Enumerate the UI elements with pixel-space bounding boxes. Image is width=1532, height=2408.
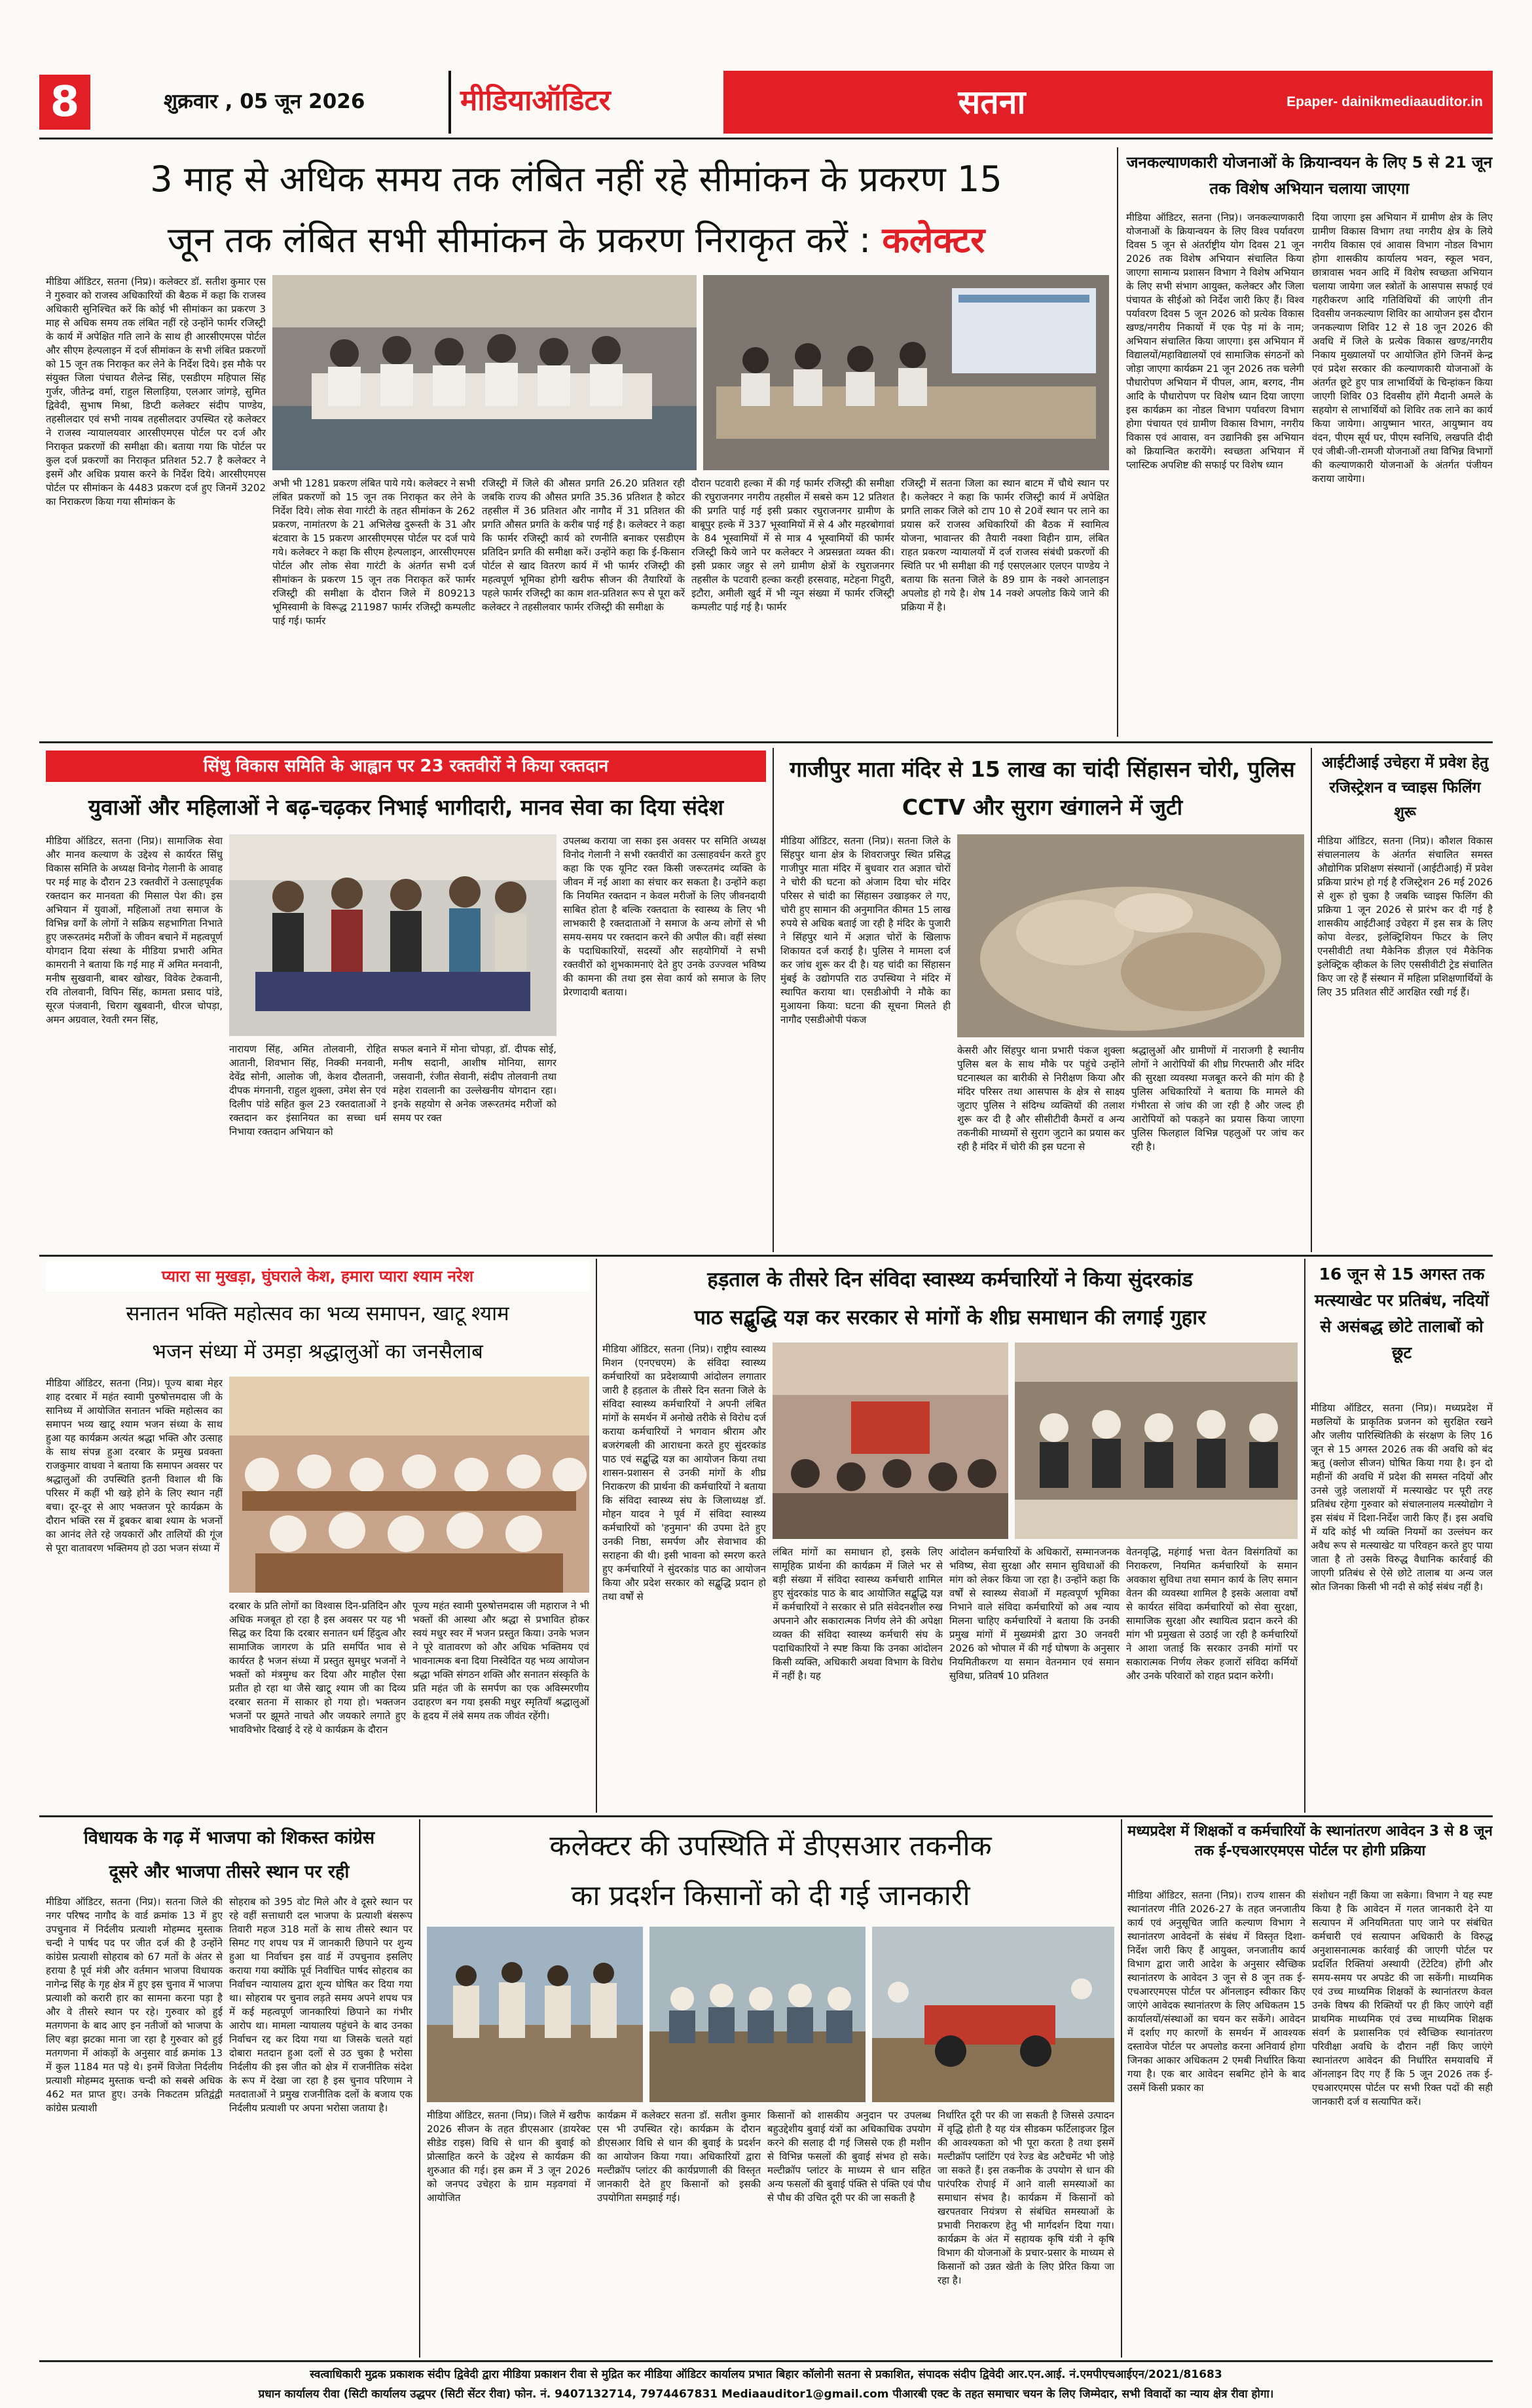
bypoll-col-1: मीडिया ऑडिटर, सतना (निप्र)। सतना जिले की नगर परिषद नागौद के वार्ड क्रमांक 13 में हुए उपचुनाव में निर्दलीय प्रत्याशी मोहम्मद मुस्ताक चन्दी ने पार्षद पद पर जीत दर्ज की है उन्होंने कांग्रेस प्रत्याशी सोहराब को 67 मतों के अंतर से हराया है पूर्व मंत्री और वर्तमान भाजपा विधायक नागेन्द्र सिंह के गृह क्षेत्र में हुए इस चुनाव में भाजपा प्रत्याशी को करारी हार का सामना करना पड़ा है और वे तीसरे स्थान पर रहे। गुरुवार को हुई मतगणना के बाद आए इन नतीजों को भाजपा के लिए बड़ा झटका माना जा रहा है गुरुवार को हुई मतगणना में आंकड़ों के अनुसार वार्ड क्रमांक 13 में कुल 1184 मत पड़े थे। इनमें विजेता निर्दलीय प्रत्याशी मोहम्मद मुस्ताक चन्दी को सबसे अधिक 462 मत प्राप्त हुए। उनके निकटतम प्रतिद्वंद्वी कांग्रेस प्रत्याशी bbox=[46, 1896, 223, 2114]
strike-col-1: मीडिया ऑडिटर, सतना (निप्र)। राष्ट्रीय स्वास्थ्य मिशन (एनएचएम) के संविदा स्वास्थ्य कर्मचारियों का प्रदेशव्यापी आंदोलन लगातार जारी है हड़ताल के तीसरे दिन सतना जिले के संविदा स्वास्थ्य कर्मचारियों ने अपनी लंबित मांगों के समर्थन में अनोखे तरीके से विरोध दर्ज कराया कर्मचारियों ने भगवान श्रीराम और बजरंगबली की आराधना करते हुए सुंदरकांड पाठ एवं सद्बुद्धि यज्ञ का आयोजन किया तथा शासन-प्रशासन से उनकी मांगों के शीघ्र निराकरण की प्रार्थना की कर्मचारियों ने बताया कि संविदा स्वास्थ्य संघ के जिलाध्यक्ष डॉ. मोहन यादव ने पूर्व में संविदा स्वास्थ्य कर्मचारियों को 'हनुमान' की उपमा देते हुए उनकी निष्ठा, समर्पण और सेवाभाव की सराहना की थी। इसी भावना को स्मरण करते हुए कर्मचारियों ने सुंदरकांड पाठ का आयोजन किया और प्रदेश सरकार को सद्बुद्धि प्रदान हो तथा वर्षों से bbox=[602, 1343, 766, 1602]
strike-col-2: लंबित मांगों का समाधान हो, इसके लिए सामूहिक प्रार्थना की कार्यक्रम में जिले भर से बड़ी संख्या में संविदा स्वास्थ्य कर्मचारी शामिल हुए सुंदरकांड पाठ के बाद आयोजित सद्बुद्धि यज्ञ में कर्मचारियों ने सरकार से प्रति संवेदनशील रुख अपनाने और सकारात्मक निर्णय लेने की अपेक्षा व्यक्त की संविदा स्वास्थ्य कर्मचारी संघ के पदाधिकारियों ने स्पष्ट किया कि उनका आंदोलन किसी व्यक्ति, अधिकारी अथवा विभाग के विरोध में नहीं है। यह bbox=[773, 1546, 943, 1682]
bhajan-headline-line1: सनातन भक्ति महोत्सव का भव्य समापन, खाटू श्याम bbox=[126, 1302, 509, 1325]
bhajan-col-1: मीडिया ऑडिटर, सतना (निप्र)। पूज्य बाबा मेहर शाह दरबार में महंत स्वामी पुरुषोत्तमदास जी के सानिध्य में आयोजित सनातन भक्ति महोत्सव का समापन भव्य खाटू श्याम भजन संध्या के साथ हुआ यह कार्यक्रम अत्यंत श्रद्धा भक्ति और उत्साह के साथ संपन्न हुआ दरबार के प्रमुख प्रवक्ता राजकुमार वाधवा ने बताया कि समापन अवसर पर श्रद्धालुओं की उपस्थिति इतनी विशाल थी कि परिसर में कहीं भी खड़े होने के लिए स्थान नहीं बचा। दूर-दूर से आए भक्तजन पूरे कार्यक्रम के दौरान भक्ति रस में डूबकर बाबा श्याम के भजनों का आनंद लेते रहे जयकारों और तालियों की गूंज से पूरा वातावरण भक्तिमय हो उठा भजन संध्या में bbox=[46, 1377, 223, 1554]
campaign-headline: जनकल्याणकारी योजनाओं के क्रियान्वयन के लिए 5 से 21 जून तक विशेष अभियान चलाया जाएगा bbox=[1126, 153, 1493, 198]
bhajan-col-2: दरबार के प्रति लोगों का विश्वास दिन-प्रतिदिन और अधिक मजबूत हो रहा है इस अवसर पर यह भी सिद्ध कर दिया कि दरबार सनातन धर्म हिंदुत्व और सामाजिक जागरण के प्रति समर्पित भाव से कार्यरत है भजन संध्या में प्रस्तुत सुमधुर भजनों ने भक्तों को मंत्रमुग्ध कर दिया और माहौल ऐसा प्रतीत हो रहा था जैसे खाटू श्याम जी का दिव्य दरबार सतना में साकार हो गया हो। भक्तजन भजनों पर झूमते नाचते और जयकारे लगाते हुए भावविभोर दिखाई दे रहे थे कार्यक्रम के दौरान bbox=[229, 1600, 406, 1735]
theft-col-3: श्रद्धालुओं और ग्रामीणों में नाराजगी है स्थानीय लोगों ने आरोपियों की शीघ्र गिरफ्तारी और मंदिर की सुरक्षा व्यवस्था मजबूत करने की मांग की है पुलिस अधिकारियों ने बताया कि मामले की गंभीरता से जांच की जा रही है और जल्द ही आरोपियों को पकड़ने का प्रयास किया जाएगा पुलिस फिलहाल विभिन्न पहलुओं पर जांच कर रही है। bbox=[1131, 1045, 1304, 1153]
blood-col-4: उपलब्ध कराया जा सका इस अवसर पर समिति अध्यक्ष विनोद गेलानी ने सभी रक्तवीरों का उत्साहवर्धन करते हुए कहा कि एक यूनिट रक्त किसी जरूरतमंद व्यक्ति के जीवन में नई आशा का संचार कर सकता है। उन्होंने कहा कि नियमित रक्तदान न केवल मरीजों के लिए जीवनदायी साबित होता है बल्कि रक्तदाता के स्वास्थ्य के लिए भी लाभकारी है रक्तदाताओं ने समाज के अन्य लोगों से भी समय-समय पर रक्तदान करने की अपील की। वहीं संस्था के पदाधिकारियों, सदस्यों और सहयोगियों ने सभी रक्तवीरों को शुभकामनाएं देते हुए उनके उज्ज्वल भविष्य की कामना की तथा इस सेवा कार्य को समाज के लिए प्रेरणादायी बताया। bbox=[563, 835, 766, 998]
imprint-line-1: स्वत्वाधिकारी मुद्रक प्रकाशक संदीप द्विवेदी द्वारा मीडिया प्रकाशन रीवा से मुद्रित कर मीडिया ऑडिटर कार्यालय प्रभात बिहार कॉलोनी सतना से प्रकाशित, संपादक संदीप द्विवेदी आर.एन.आई. नं.एमपीएचआईएन/2021/81683 bbox=[310, 2368, 1222, 2381]
row2-rule bbox=[39, 1255, 1493, 1257]
lead-col-5: रजिस्ट्री में सतना जिला का स्थान बाटम में चौथे स्थान पर है। कलेक्टर ने कहा कि फार्मर रजिस्ट्री कार्य में अपेक्षित प्रगति लाकर जिले को टाप 10 से 20वें स्थान पर लाने का प्रयास करें राजस्व अधिकारियों की बैठक में स्वामित्व योजना, भावान्तर की तैयारी नक्शा विहीन ग्राम, लंबित राहत प्रकरण न्यायालयों में दर्ज राजस्व संबंधी प्रकरणों की स्थिति पर भी समीक्षा की गई एसएलआर एलएन पाण्डेय ने बताया कि सतना जिले के 89 ग्राम के नक्शे आनलाइन अपलोड हो गये है। शेष 14 नक्शे अपलोड किये जाने की प्रक्रिया में है। bbox=[901, 477, 1109, 613]
lead-photo-meeting bbox=[272, 275, 697, 470]
dsr-photo-1 bbox=[427, 1927, 643, 2102]
bypoll-headline-line1: विधायक के गढ़ में भाजपा को शिकस्त कांग्रेस bbox=[83, 1828, 375, 1848]
dsr-photo-2 bbox=[649, 1927, 866, 2102]
transfer-col-2: संशोधन नहीं किया जा सकेगा। विभाग ने यह स्पष्ट किया है कि आवेदन में गलत जानकारी देने या सत्यापन में अनियमितता पाए जाने पर संबंधित कर्मचारी एवं सत्यापन अधिकारी के विरुद्ध अनुशासनात्मक कार्रवाई की जाएगी पोर्टल पर प्रदर्शित रिक्तियां अस्थायी (टेंटेटिव) होंगी और समय-समय पर अपडेट की जा सकेंगी। माध्यमिक एवं उच्च माध्यमिक शिक्षकों के स्थानांतरण केवल उनके विषय की रिक्तियों पर ही किए जाएंगे वहीं प्राथमिक माध्यमिक एवं उच्च माध्यमिक शिक्षक संवर्ग के प्रशासनिक एवं स्वैच्छिक स्थानांतरण परिवीक्षा अवधि के दौरान नहीं किए जाएंगे स्थानांतरण आवेदन की निर्धारित समयावधि में ऑनलाइन दिए गए हैं कि 5 जून 2026 तक ई-एचआरएमएस पोर्टल पर सभी रिक्त पदों की सही जानकारी दर्ज व सत्यापित करें। bbox=[1312, 1889, 1493, 2107]
transfer-col-1: मीडिया ऑडिटर, सतना (निप्र)। राज्य शासन की स्थानांतरण नीति 2026-27 के तहत जनजातीय कार्य एवं अनुसूचित जाति कल्याण विभाग ने स्थानांतरण आवेदनों के संबंध में विस्तृत दिशा-निर्देश जारी किए हैं आयुक्त, जनजातीय कार्य विभाग द्वारा जारी आदेश के अनुसार स्वैच्छिक स्थानांतरण के आवेदन 3 जून से 8 जून तक ई-एचआरएमएस पोर्टल पर ऑनलाइन स्वीकार किए जाएंगे आवेदक स्थानांतरण के लिए अधिकतम 15 कार्यालयों/संस्थाओं का चयन कर सकेंगे। आवेदन में दर्शाए गए कारणों के समर्थन में आवश्यक दस्तावेज पोर्टल पर अपलोड करना अनिवार्य होगा जिनका आकार अधिकतम 2 एमबी निर्धारित किया गया है। एक बार आवेदन सबमिट होने के बाद उसमें किसी प्रकार का bbox=[1127, 1889, 1305, 2094]
lead-col-1: मीडिया ऑडिटर, सतना (निप्र)। कलेक्टर डॉ. सतीश कुमार एस ने गुरुवार को राजस्व अधिकारियों की बैठक में कहा कि राजस्व अधिकारी सुनिश्चित करें कि कोई भी सीमांकन का प्रकरण 3 माह से अधिक समय तक लंबित नहीं रहे उन्होंने फार्मर रजिस्ट्री के कार्य में अपेक्षित गति लाने के साथ ही आरसीएमएस पोर्टल और सीएम हेल्पलाइन में दर्ज सीमांकन के सभी लंबित प्रकरणों को 15 जून तक निराकृत कर लेने के निर्देश दिये। इस मौके पर संयुक्त जिला पंचायत शैलेन्द्र सिंह, एसडीएम महिपाल सिंह गुर्जर, जीतेन्द्र वर्मा, राहुल सिलाड़िया, एलआर जांगड़े, सुमित द्विवेदी, सुभाष मिश्रा, डिप्टी कलेक्टर संदीप पाण्डेय, तहसीलदार एवं सभी नायब तहसीलदार उपस्थित रहे कलेक्टर ने राजस्व न्यायालयवार आरसीएमएस पोर्टल पर दर्ज और निराकृत प्रकरणों की समीक्षा की। बताया गया कि पोर्टल पर कुल दर्ज प्रकरणों का निराकृत प्रतिशत 52.7 है कलेक्टर ने इसमें और अधिक प्रयास करने के निर्देश दिये। आरसीएमएस पोर्टल पर सीमांकन के 4483 प्रकरण दर्ज हुए जिनमें 3202 का निराकरण किया गया सीमांकन के bbox=[46, 276, 266, 508]
brand-logo bbox=[448, 71, 717, 134]
strike-headline-line1: हड़ताल के तीसरे दिन संविदा स्वास्थ्य कर्मचारियों ने किया सुंदरकांड bbox=[707, 1268, 1193, 1291]
edition-name: सतना bbox=[958, 83, 1026, 121]
lead-col-3: रजिस्ट्री में जिले की औसत प्रगति 26.20 प्रतिशत रही जबकि राज्य की औसत प्रगति 35.36 प्रतिशत है कोटर तहसील में 36 प्रतिशत और नागौद में 31 प्रतिशत की प्रगति औसत प्रगति के करीब पाई गई है। कलेक्टर ने कहा कि फार्मर रजिस्ट्री कार्य को रणनीति बनाकर एसडीएम प्रतिदिन प्रगति की समीक्षा करें। उन्होंने कहा कि ई-किसान पोर्टल से खाद वितरण कार्य में भी फार्मर रजिस्ट्री की महत्वपूर्ण भूमिका होगी खरीफ सीजन की तैयारियों के पहले फार्मर रजिस्ट्री का काम शत-प्रतिशत रूप से पूरा करें कलेक्टर ने तहसीलवार फार्मर रजिस्ट्री की समीक्षा के bbox=[482, 477, 685, 613]
dsr-headline-line2: का प्रदर्शन किसानों को दी गई जानकारी bbox=[571, 1880, 970, 1912]
bhajan-headline-line2: भजन संध्या में उमड़ा श्रद्धालुओं का जनसैलाब bbox=[152, 1340, 483, 1363]
farmers-photo-illustration bbox=[649, 1927, 866, 2102]
seeding-machine-photo-illustration bbox=[872, 1927, 1114, 2102]
bhajan-photo bbox=[229, 1377, 589, 1593]
strike-col-3: आंदोलन कर्मचारियों के अधिकारों, सम्मानजनक भविष्य, सेवा सुरक्षा और समान सुविधाओं की मांग को लेकर किया जा रहा है। उन्होंने कहा कि वर्षों से स्वास्थ्य सेवाओं में महत्वपूर्ण भूमिका निभाने वाले संविदा कर्मचारियों को अब न्याय मिलना चाहिए कर्मचारियों ने बताया कि उनकी प्रमुख मांगों में मुख्यमंत्री द्वारा 30 जनवरी 2026 को भोपाल में की गई घोषणा के अनुसार नियमितीकरण या समान वेतनमान एवं समान सुविधा, प्रतिवर्ष 10 प्रतिशत bbox=[949, 1546, 1120, 1682]
fish-body: मीडिया ऑडिटर, सतना (निप्र)। मध्यप्रदेश में मछलियों के प्राकृतिक प्रजनन को सुरक्षित रखने और जलीय पारिस्थितिकी के संरक्षण के लिए 16 जून से 15 अगस्त 2026 तक की अवधि को बंद ऋतु (क्लोज सीजन) घोषित किया गया है। इन दो महीनों की अवधि में प्रदेश की समस्त नदियों और उनसे जुड़े जलाशयों में मत्स्याखेट पर पूरी तरह प्रतिबंध रहेगा गुरुवार को संचालनालय मत्स्योद्योग ने इस संबंध में दिशा-निर्देश जारी किए हैं। इस अवधि में यदि कोई भी व्यक्ति नियमों का उल्लंघन कर अवैध रूप से मत्स्याखेट या परिवहन करते हुए पाया जाता है तो उसके विरुद्ध वैधानिक कार्रवाई की जाएगी प्रतिबंध से ऐसे छोटे तालाब या अन्य जल स्रोत जिनका किसी भी नदी से कोई संबंध नहीं है। bbox=[1311, 1402, 1493, 1593]
masthead bbox=[39, 71, 1493, 134]
yagya-photo-illustration bbox=[1015, 1343, 1298, 1539]
lead-col-4: दौरान पटवारी हल्का में की गई फार्मर रजिस्ट्री की समीक्षा की रघुराजनगर नगरीय तहसील में सबसे कम 12 प्रतिशत की प्रगति पाई गई इसी प्रकार रघुराजनगर ग्रामीण के बाबूपुर हल्के में 337 भूस्वामियों में से 4 और महरबोगावां के 84 भूस्वामियों में से मात्र 4 भूस्वामियों की फार्मर रजिस्ट्री किये जाने पर कलेक्टर ने अप्रसन्नता व्यक्त की। इसी प्रकार जहुर से लगे ग्रामीण क्षेत्रों के रघुराजनगर तहसील के पटवारी हल्का करही हरसवाह, मटेहना गिदुरी, इटौरा, अमीली खुर्द में भी न्यून संख्या में फार्मर रजिस्ट्री कम्पलीट पाई गई है। फार्मर bbox=[691, 477, 894, 613]
dsr-divider bbox=[1121, 1819, 1122, 2358]
lead-col-2: अभी भी 1281 प्रकरण लंबित पाये गये। कलेक्टर ने सभी लंबित प्रकरणों को 15 जून तक निराकृत कर लेने के निर्देश दिये। लोक सेवा गारंटी के तहत सीमांकन के 262 प्रकरण, नामांतरण के 21 अभिलेख दुरूस्ती के 31 और बंटवारा के 15 प्रकरण आरसीएमएस पोर्टल पर दर्ज पाये गये। कलेक्टर ने कहा कि सीएम हेल्पलाइन, आरसीएमएस पोर्टल और लोक सेवा गारंटी के अंतर्गत सभी दर्ज सीमांकन के प्रकरण 15 जून तक निराकृत करें फार्मर रजिस्ट्री की समीक्षा के दौरान जिले में 809213 भूमिस्वामी के विरूद्ध 211987 फार्मर रजिस्ट्री कम्पलीट पाई गई। फार्मर bbox=[272, 477, 475, 627]
theft-photo bbox=[957, 834, 1304, 1037]
silver-throne-photo-illustration bbox=[957, 834, 1304, 1037]
theft-col-1: मीडिया ऑडिटर, सतना (निप्र)। सतना जिले के सिंहपुर थाना क्षेत्र के शिवराजपुर स्थित प्रसिद्ध गाजीपुर माता मंदिर में बुधवार रात अज्ञात चोरों ने चोरी की घटना को अंजाम दिया चोर मंदिर परिसर से चांदी का सिंहासन उखाड़कर ले गए, चोरी हुए सामान की अनुमानित कीमत 15 लाख रुपये से अधिक बताई जा रही है मंदिर के पुजारी ने सिंहपुर थाने में अज्ञात चोरों के खिलाफ शिकायत दर्ज कराई है। पुलिस ने मामला दर्ज कर जांच शुरू कर दी है। यह चांदी का सिंहासन मुंबई के उद्योगपति राठ उपस्थिया ने मंदिर में स्थापित कराया था। एसडीओपी ने मौके का मुआयना किया: घटना की सूचना मिलते ही नागौद एसडीओपी पंकज bbox=[780, 835, 951, 1026]
campaign-col-2: दिया जाएगा इस अभियान में ग्रामीण क्षेत्र के लिए ग्रामीण विकास विभाग तथा नगरीय क्षेत्र के लिये नगरीय विकास एवं आवास विभाग नोडल विभाग होगा शासकीय कार्यालय भवन, स्कूल भवन, छात्रावास भवन आदि में विशेष स्वच्छता अभियान चलाया जायेगा जल स्त्रोतों के आसपास सफाई एवं गहरीकरण आदि गतिविधियों की जाएंगी तीन दिवसीय जनकल्याण शिविर का आयोजन इस दौरान जनकल्याण शिविर 12 से 18 जून 2026 की अवधि में जिले के प्रत्येक विकास खण्ड/नगरीय निकाय मुख्यालयों पर आयोजित होंगे जिनमें केन्द्र एवं प्रदेश सरकार की कल्याणकारी योजनाओं के अंतर्गत छूटे हुए पात्र लाभार्थियों के चिन्हांकन किया जाएगी शिविर 03 दिवसीय होंगे मैदानी अमले के सहयोग से लाभार्थियों को शिविर तक लाने का कार्य किया जायेगा। आयुष्मान भारत, आयुष्मान वय वंदन, पीएम सूर्य घर, पीएम स्वनिधि, लखपति दीदी एवं जीबी-जी-रामजी योजनाओं तथा विभिन्न विभागों की कल्याणकारी योजनाओं के अंतर्गत पंजीयन कराया जायेगा। bbox=[1312, 212, 1493, 485]
row3-rule bbox=[39, 1815, 1493, 1817]
review-photo-illustration bbox=[703, 275, 1109, 470]
theft-headline: गाजीपुर माता मंदिर से 15 लाख का चांदी सिंहासन चोरी, पुलिस CCTV और सुराग खंगालने में जुटी bbox=[790, 756, 1295, 820]
lead-headline-text: जून तक लंबित सभी सीमांकन के प्रकरण निराकृत करें : bbox=[167, 219, 883, 261]
strike-photo-2 bbox=[1015, 1343, 1298, 1539]
dsr-col-4: निर्धारित दूरी पर की जा सकती है जिससे उत्पादन में वृद्धि होती है यह यंत्र सीडकम फर्टिलाइजर ड्रिल की आवश्यकता को भी पूरा करता है तथा इसमें मल्टीक्रॉप प्लांटिंग एवं रेज्ड बेड अटैचमेंट भी जोड़े जा सकते हैं। इस तकनीक के उपयोग से धान की पारंपरिक रोपाई में आने वाली समस्याओं का समाधान संभव है। कार्यक्रम में किसानों को खरपतवार नियंत्रण से संबंधित समस्याओं के प्रभावी निराकरण हेतु भी मार्गदर्शन दिया गया। कार्यक्रम के अंत में सहायक कृषि यंत्री ने कृषि विभाग की योजनाओं के प्रचार-प्रसार के माध्यम से किसानों को उन्नत खेती के लिए प्रेरित किया जा रहा है। bbox=[938, 2109, 1114, 2286]
bypoll-headline-line2: दूसरे और भाजपा तीसरे स्थान पर रही bbox=[109, 1862, 350, 1882]
dsr-col-1: मीडिया ऑडिटर, सतना (निप्र)। जिले में खरीफ 2026 सीजन के तहत डीएसआर (डायरेक्ट सीडेड राइस) विधि से धान की बुवाई को प्रोत्साहित करने के उद्देश्य से कार्यक्रम की शुरुआत की गई। इस क्रम में 3 जून 2026 को जनपद उचेहरा के ग्राम मड़वगवां में आयोजित bbox=[427, 2109, 591, 2204]
theft-divider bbox=[1311, 748, 1312, 1252]
strike-headline-line2: पाठ सद्बुद्धि यज्ञ कर सरकार से मांगों के शीघ्र समाधान की लगाई गुहार bbox=[694, 1306, 1206, 1329]
lead-headline-line2 bbox=[46, 211, 1106, 270]
dsr-col-3: किसानों को शासकीय अनुदान पर उपलब्ध बहुउद्देशीय बुवाई यंत्रों का अधिकाधिक उपयोग करने की सलाह दी गई जिससे एक ही मशीन से विभिन्न फसलों की बुवाई संभव हो सके। मल्टीक्रॉप प्लांटर के माध्यम से धान सहित अन्य फसलों की बुवाई पंक्ति से पंक्ति एवं पौध से पौध की उचित दूरी पर की जा सकती है bbox=[767, 2109, 931, 2204]
footer-rule bbox=[39, 2360, 1493, 2362]
devotees-photo-illustration bbox=[229, 1377, 589, 1593]
donors-photo-illustration bbox=[229, 834, 556, 1036]
lead-headline-line1: 3 माह से अधिक समय तक लंबित नहीं रहे सीमांकन के प्रकरण 15 bbox=[150, 158, 1002, 200]
row1-rule bbox=[39, 741, 1493, 743]
blood-divider bbox=[773, 748, 774, 1252]
iti-headline: आईटीआई उचेहरा में प्रवेश हेतु रजिस्ट्रेशन व च्वाइस फिलिंग शुरू bbox=[1321, 754, 1489, 821]
issue-date: शुक्रवार , 05 जून 2026 bbox=[164, 90, 365, 113]
fish-headline: 16 जून से 15 अगस्त तक मत्स्याखेट पर प्रतिबंध, नदियों से असंबद्ध छोटे तालाबों को छूट bbox=[1315, 1265, 1489, 1362]
imprint-line-2: प्रधान कार्यालय रीवा (सिटी कार्यालय उद्धपर (सिटी सेंटर रीवा) फोन. नं. 9407132714, 7974467831 Mediaauditor1@gmail.com पीआरबी एक्ट के तहत समाचार चयन के लिए जिम्मेदार, सभी विवादों का न्याय क्षेत्र रीवा होगा। bbox=[258, 2388, 1274, 2401]
blood-photo bbox=[229, 834, 556, 1036]
lead-headline-highlight: कलेक्टर bbox=[882, 219, 985, 261]
blood-headline: युवाओं और महिलाओं ने बढ़-चढ़कर निभाई भागीदारी, मानव सेवा का दिया संदेश bbox=[88, 794, 724, 820]
transfer-headline: मध्यप्रदेश में शिक्षकों व कर्मचारियों के स्थानांतरण आवेदन 3 से 8 जून तक ई-एचआरएमएस पोर्टल पर होगी प्रक्रिया bbox=[1127, 1823, 1493, 1859]
sundarkand-photo-illustration bbox=[773, 1343, 1008, 1539]
dsr-headline-line1: कलेक्टर की उपस्थिति में डीएसआर तकनीक bbox=[549, 1830, 992, 1862]
page-number: 8 bbox=[39, 75, 90, 130]
epaper-link[interactable]: Epaper- dainikmediaauditor.in bbox=[1286, 94, 1483, 109]
iti-body: मीडिया ऑडिटर, सतना (निप्र)। कौशल विकास संचालनालय के अंतर्गत संचालित समस्त औद्योगिक प्रशिक्षण संस्थानों (आईटीआई) में प्रवेश प्रक्रिया प्रारंभ हो गई है रजिस्ट्रेशन 26 मई 2026 से शुरू हो चुका है जबकि च्वाइस फिलिंग की प्रक्रिया 1 जून 2026 से प्रारंभ कर दी गई है शासकीय आईटीआई उचेहरा में इस सत्र के लिए कोपा वेल्डर, इलेक्ट्रिशियन फिटर के लिए एनसीवीटी तथा मैकेनिक डीज़ल एवं मैकेनिक इलेक्ट्रिक व्हीकल के लिए एससीवीटी ट्रेड संचालित किए जा रहे हैं संस्थान में महिला प्रशिक्षणार्थियों के लिए 35 प्रतिशत सीटें आरक्षित रखी गई हैं। bbox=[1317, 835, 1493, 998]
strike-col-4: वेतनवृद्धि, महंगाई भत्ता वेतन विसंगतियों का निराकरण, नियमित कर्मचारियों के समान अवकाश सुविधा तथा समान कार्य के लिए समान वेतन की व्यवस्था शामिल है इसके अलावा वर्षों से कार्यरत संविदा कर्मचारियों को सेवा सुरक्षा, सामाजिक सुरक्षा और स्थायित्व प्रदान करने की मांग भी प्रमुखता से उठाई जा रही है कर्मचारियों ने आशा जताई कि सरकार उनकी मांगों पर सकारात्मक निर्णय लेकर हजारों संविदा कर्मियों और उनके परिवारों को राहत प्रदान करेगी। bbox=[1126, 1546, 1298, 1682]
bhajan-col-3: पूज्य महंत स्वामी पुरुषोत्तमदास जी महाराज ने भी भक्तों की आस्था और श्रद्धा से प्रभावित होकर स्वयं मधुर स्वर में भजन प्रस्तुत किया। उनके भजन ने पूरे वातावरण को और अधिक भक्तिमय एवं भावनात्मक बना दिया निस्वेदित यह भव्य आयोजन श्रद्धा भक्ति संगठन शक्ति और सनातन संस्कृति के प्रति महंत जी के समर्पण का एक अविस्मरणीय उदाहरण बन गया इसकी मधुर स्मृतियाँ श्रद्धालुओं के हृदय में लंबे समय तक जीवंत रहेंगी। bbox=[412, 1600, 589, 1722]
brand-name: मीडियाऑडिटर bbox=[460, 84, 611, 117]
blood-col-1: मीडिया ऑडिटर, सतना (निप्र)। सामाजिक सेवा और मानव कल्याण के उद्देश्य से कार्यरत सिंधु विकास समिति के अध्यक्ष विनोद गेलानी के आवाह पर मई माह के दौरान 23 रक्तवीरों ने उत्साहपूर्वक रक्तदान कर मानवता की मिसाल पेश की। इस अभियान में युवाओं, महिलाओं तथा समाज के विभिन्न वर्गों के लोगों ने सक्रिय सहभागिता निभाते हुए जरूरतमंद मरीजों के जीवन बचाने में महत्वपूर्ण योगदान दिया संस्था के मीडिया प्रभारी अमित कामरानी ने बताया कि गई माह में अमित मनवानी, मनीष सुखवानी, बाबर खोखर, विवेक टेकवानी, रवि तोलवानी, विपिन सिंह, कामता प्रसाद पांडे, सूरज पंजवानी, चिराग खुबवानी, धीरज चोपड़ा, अमन अग्रवाल, रेवती रमन सिंह, bbox=[46, 835, 223, 1026]
strike-divider bbox=[1304, 1259, 1305, 1813]
blood-strap: सिंधु विकास समिति के आह्वान पर 23 रक्तवीरों ने किया रक्तदान bbox=[46, 750, 766, 782]
bhajan-strap: प्यारा सा मुखड़ा, घुंघराले केश, हमारा प्यारा श्याम नरेश bbox=[46, 1261, 589, 1291]
strike-photo-1 bbox=[773, 1343, 1008, 1539]
bypoll-col-2: सोहराब को 395 वोट मिले और वे दूसरे स्थान पर रहे वहीं सत्ताधारी दल भाजपा के प्रत्याशी बंसरूप तिवारी महज 318 मतों के साथ तीसरे स्थान पर सिमट गए शपथ पत्र में जानकारी छिपाने पर शुन्य हुआ था निर्वाचन इस वार्ड में उपचुनाव इसलिए कराया गया क्योंकि पूर्व निर्वाचित पार्षद सोहराब का निर्वाचन न्यायालय द्वारा शून्य घोषित कर दिया गया था। सोहराब पर चुनाव लड़ते समय अपने शपथ पत्र में कई महत्वपूर्ण जानकारियां छिपाने का गंभीर आरोप था। मामला न्यायालय पहुंचने के बाद उनका निर्वाचन रद्द कर दिया गया था जिसके चलते यहां दोबारा मतदान हुआ दलों से उठ चुका है भरोसा निर्दलीय की इस जीत को क्षेत्र में राजनीतिक संदेश के रूप में देखा जा रहा है इस चुनाव परिणाम ने मतदाताओं ने प्रमुख राजनीतिक दलों के बजाय एक निर्दलीय प्रत्याशी पर अपना भरोसा जताया है। bbox=[229, 1896, 412, 2114]
bhajan-divider bbox=[596, 1259, 597, 1813]
dsr-col-2: कार्यक्रम में कलेक्टर सतना डॉ. सतीश कुमार एस भी उपस्थित रहे। कार्यक्रम के दौरान डीएसआर विधि से धान की बुवाई के प्रदर्शन का आयोजन किया गया। अधिकारियों द्वारा मल्टीक्रॉप प्लांटर की कार्यप्रणाली की विस्तृत जानकारी देते हुए किसानों को इसकी उपयोगिता समझाई गई। bbox=[597, 2109, 761, 2204]
masthead-rule bbox=[39, 138, 1493, 139]
edition-bar bbox=[723, 71, 1493, 134]
lead-photo-screen bbox=[703, 275, 1109, 470]
bypoll-divider bbox=[419, 1819, 420, 2358]
dsr-photo-3 bbox=[872, 1927, 1114, 2102]
field-visit-photo-illustration bbox=[427, 1927, 643, 2102]
lead-divider-vertical bbox=[1117, 147, 1118, 737]
meeting-photo-illustration bbox=[272, 275, 697, 470]
campaign-col-1: मीडिया ऑडिटर, सतना (निप्र)। जनकल्याणकारी योजनाओं के क्रियान्वयन के लिए विश्व पर्यावरण दिवस 5 जून से अंतर्राष्ट्रीय योग दिवस 21 जून 2026 तक विशेष अभियान संचालित किया जाएगा सामान्य प्रशासन विभाग ने विशेष अभियान के लिए सभी संभाग आयुक्त, कलेक्टर और जिला पंचायत के सीईओ को निर्देश जारी किए हैं। विश्व पर्यावरण दिवस 5 जून 2026 को प्रत्येक विकास खण्ड/नगरीय निकायों में एक पेड़ मां के नाम; अभियान संचालित किया जाएगा। इस अभियान में विद्यालयों/महाविद्यालयों एवं सामाजिक संगठनों को जोड़ा जाएगा कार्यक्रम 21 जून 2026 तक चलेगी पौधारोपण अभियान में पीपल, आम, बरगद, नीम आदि के पौधारोपण पर विशेष ध्यान दिया जाएगा इस कार्यक्रम का नोडल विभाग पर्यावरण विभाग होगा पंचायत एवं ग्रामीण विकास विभाग, नगरीय विकास एवं आवास, वन उद्यानिकी इस अभियान को क्रियान्वित करायेंगे। स्वच्छता अभियान में प्लास्टिक अपशिष्ट की सफाई पर विशेष ध्यान bbox=[1126, 212, 1304, 471]
theft-col-2: केसरी और सिंहपुर थाना प्रभारी पंकज शुक्ला पुलिस बल के साथ मौके पर पहुंचे उन्होंने घटनास्थल का बारीकी से निरीक्षण किया और मंदिर परिसर तथा आसपास के क्षेत्र से साक्ष्य जुटाए पुलिस ने संदिग्ध व्यक्तियों की तलाश शुरू कर दी है और सीसीटीवी कैमरों व अन्य तकनीकी माध्यमों से सुराग जुटाने का प्रयास कर रही है मंदिर में चोरी की इस घटना से bbox=[957, 1045, 1125, 1153]
blood-col-2: नारायण सिंह, अमित तोलवानी, रोहित आतानी, शिवभान सिंह, निक्की मनवानी, देवेंद्र सोनी, आलोक जी, केशव दौलतानी, दीपक मंगनानी, राहुल शुक्ला, उमेश सेन एवं दिलीप पांडे सहित कुल 23 रक्तदाताओं ने रक्तदान कर इंसानियत का सच्चा धर्म निभाया रक्तदान अभियान को bbox=[229, 1043, 386, 1138]
blood-col-3: सफल बनाने में मोना चोपड़ा, डॉ. दीपक सोई, मनीष सदानी, आशीष मोनिया, सागर जसवानी, रंजीत सेवानी, संदीप तोलवानी तथा महेश रावलानी का उल्लेखनीय योगदान रहा। इनके सहयोग से अनेक जरूरतमंद मरीजों को समय पर रक्त bbox=[393, 1043, 556, 1124]
